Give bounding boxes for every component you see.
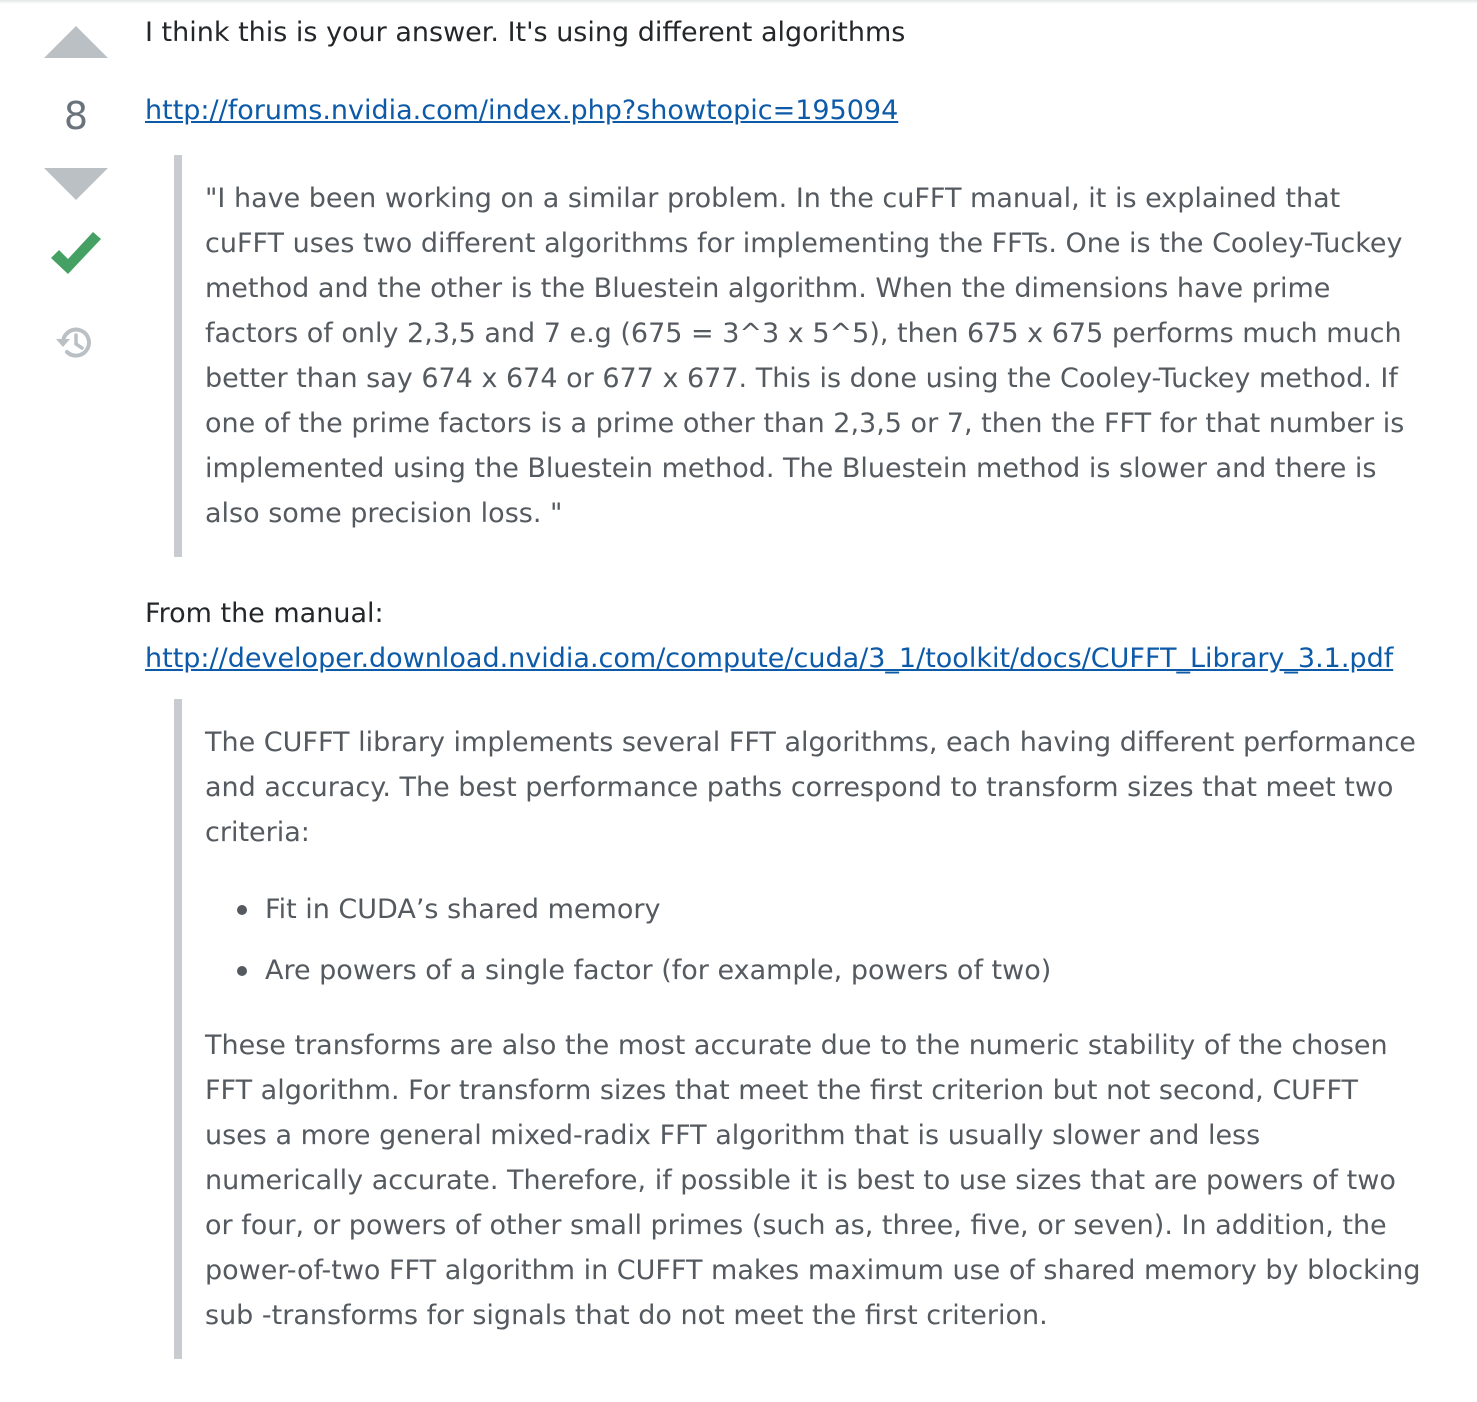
forum-link-paragraph bbox=[145, 88, 1425, 133]
manual-quote-conclusion: These transforms are also the most accurate due to the numeric stability of the chosen FFT algorithm. For transform sizes that meet the first criterion but not second, CUFFT uses a more general mixed-radix FFT algorithm that is usually slower and less numerically accurate. Therefore, if possible it is best to use sizes that are powers of two or four, or powers of other small primes (such as, three, five, or seven). In addition, the power-of-two FFT algorithm in CUFFT makes maximum use of shared memory by blocking sub -transforms for signals that do not meet the first criterion. bbox=[205, 1030, 1421, 1331]
forum-link[interactable]: http://forums.nvidia.com/index.php?showtopic=195094 bbox=[145, 95, 899, 126]
history-icon[interactable] bbox=[54, 322, 96, 364]
forum-quote bbox=[174, 155, 1425, 557]
list-item: Fit in CUDA’s shared memory bbox=[265, 887, 1425, 932]
from-manual-paragraph bbox=[145, 591, 1425, 681]
manual-quote bbox=[174, 699, 1425, 1359]
answer-body bbox=[145, 10, 1425, 1359]
manual-criteria-list bbox=[205, 887, 1425, 993]
upvote-arrow-icon[interactable] bbox=[44, 26, 108, 58]
forum-quote-text: "I have been working on a similar problem. In the cuFFT manual, it is explained that cuFFT uses two different algorithms for implementing the FFTs. One is the Cooley-Tuckey method and the other is the Bluestein algorithm. When the dimensions have prime factors of only 2,3,5 and 7 e.g (675 = 3^3 x 5^5), then 675 x 675 performs much much better than say 674 x 674 or 677 x 677. This is done using the Cooley-Tuckey method. If one of the prime factors is a prime other than 2,3,5 or 7, then the FFT for that number is implemented using the Bluestein method. The Bluestein method is slower and there is also some precision loss. " bbox=[205, 183, 1405, 529]
list-item: Are powers of a single factor (for example, powers of two) bbox=[265, 948, 1425, 993]
answer-intro: I think this is your answer. It's using different algorithms bbox=[145, 17, 906, 48]
from-manual-label: From the manual: bbox=[145, 598, 384, 629]
vote-count: 8 bbox=[63, 94, 89, 138]
manual-quote-intro: The CUFFT library implements several FFT algorithms, each having different performance and accuracy. The best performance paths correspond to transform sizes that meet two criteria: bbox=[205, 727, 1416, 848]
accepted-checkmark-icon bbox=[48, 228, 104, 284]
top-divider bbox=[0, 0, 1477, 4]
downvote-arrow-icon[interactable] bbox=[44, 168, 108, 200]
manual-link[interactable]: http://developer.download.nvidia.com/compute/cuda/3_1/toolkit/docs/CUFFT_Library_3.1.pdf bbox=[145, 643, 1394, 674]
